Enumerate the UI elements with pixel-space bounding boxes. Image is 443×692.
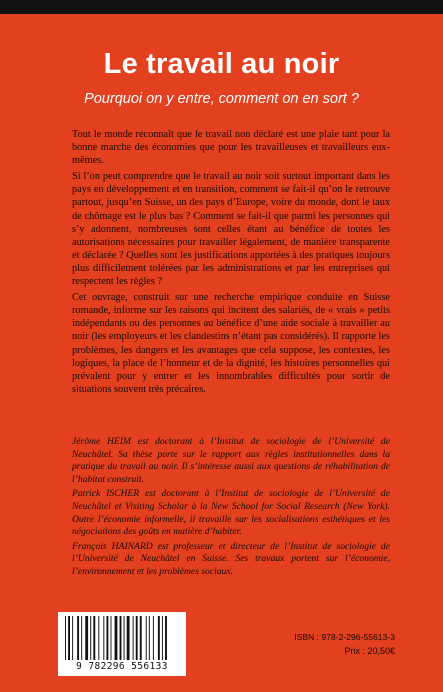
author-name: Patrick ISCHER: [72, 488, 140, 500]
author-name: Jérôme HEIM: [72, 436, 131, 447]
blurb-paragraph-3: Cet ouvrage, construit sur une recherche empirique conduite en Suisse romande, informe sur les raisons qui incitent des salariés, de « vrais » petits indépendants ou des personnes au bénéfice d’une aide sociale à travailler au noir (les employeurs et les clandestins n’étant pas considérés). Il rapporte les problèmes, les dangers et les avantages que cela suppose, les contextes, les logiques, la place de l’honneur et de la dignité, les histoires personnelles qui prévalent pour y entrer et les innombrables difficultés pour sortir de situations souvent très précaires.: [72, 292, 390, 395]
author-bio-text: est doctorant à l’Institut de sociologie de l’Université de Neuchâtel et Visiting Scholar à la New School for Social Research (New York). Outre l’économie informelle, il travaille sur les socialisations esthétiques et les négociations des goûts en matière d’habiter.: [72, 488, 390, 538]
barcode-digits: 9 782296 556133: [76, 661, 168, 672]
author-bio: [72, 488, 390, 538]
isbn: ISBN : 978-2-296-55613-3: [294, 632, 395, 642]
barcode: [58, 612, 186, 676]
barcode-bars: [64, 616, 180, 660]
author-name: François HAINARD: [72, 540, 153, 552]
blurb-paragraph-2: Si l’on peut comprendre que le travail au noir soit surtout important dans les pays en développement et en transition, comment se fait-il qu’on le retrouve partout, jusqu’en Suisse, un des pays d’Europe, voire du monde, dont le taux de chômage est le plus bas ? Comment se fait-il que parmi les personnes qui s’y adonnent, nombreuses sont celles étant au bénéfice de toutes les autorisations nécessaires pour travailler légalement, de manière transparente et déclarée ? Quelles sont les justifications apportées à des pratiques toujours plus difficilement tolérées par les administrations et par les entreprises qui respectent les règles ?: [72, 171, 390, 288]
book-subtitle: Pourquoi on y entre, comment on en sort ?: [84, 91, 359, 107]
blurb-paragraph-1: Tout le monde reconnaît que le travail non déclaré est une plaie tant pour la bonne marche des économies que pour les travailleuses et travailleurs eux-mêmes.: [72, 129, 390, 167]
price: Prix : 20,50€: [344, 646, 395, 656]
top-dark-band: [0, 0, 443, 14]
author-bio: [72, 541, 390, 579]
author-bios: [72, 436, 390, 581]
author-bio-text: est professeur et directeur de l’Institut de sociologie de l’Université de Neuchâtel en Suisse. Ses travaux portent sur l’économie, l’environnement et les problèmes sociaux.: [72, 540, 390, 577]
blurb: [72, 128, 390, 399]
author-bio: [72, 436, 390, 486]
author-bio-text: est doctorant à l’Institut de sociologie de l’Université de Neuchâtel. Sa thèse porte sur le rapport aux règles institutionnelles dans la pratique du travail au noir. Il s’intéresse aussi aux questions de réhabilitation de l’habitat construit.: [72, 436, 390, 485]
book-title: Le travail au noir: [103, 48, 340, 80]
